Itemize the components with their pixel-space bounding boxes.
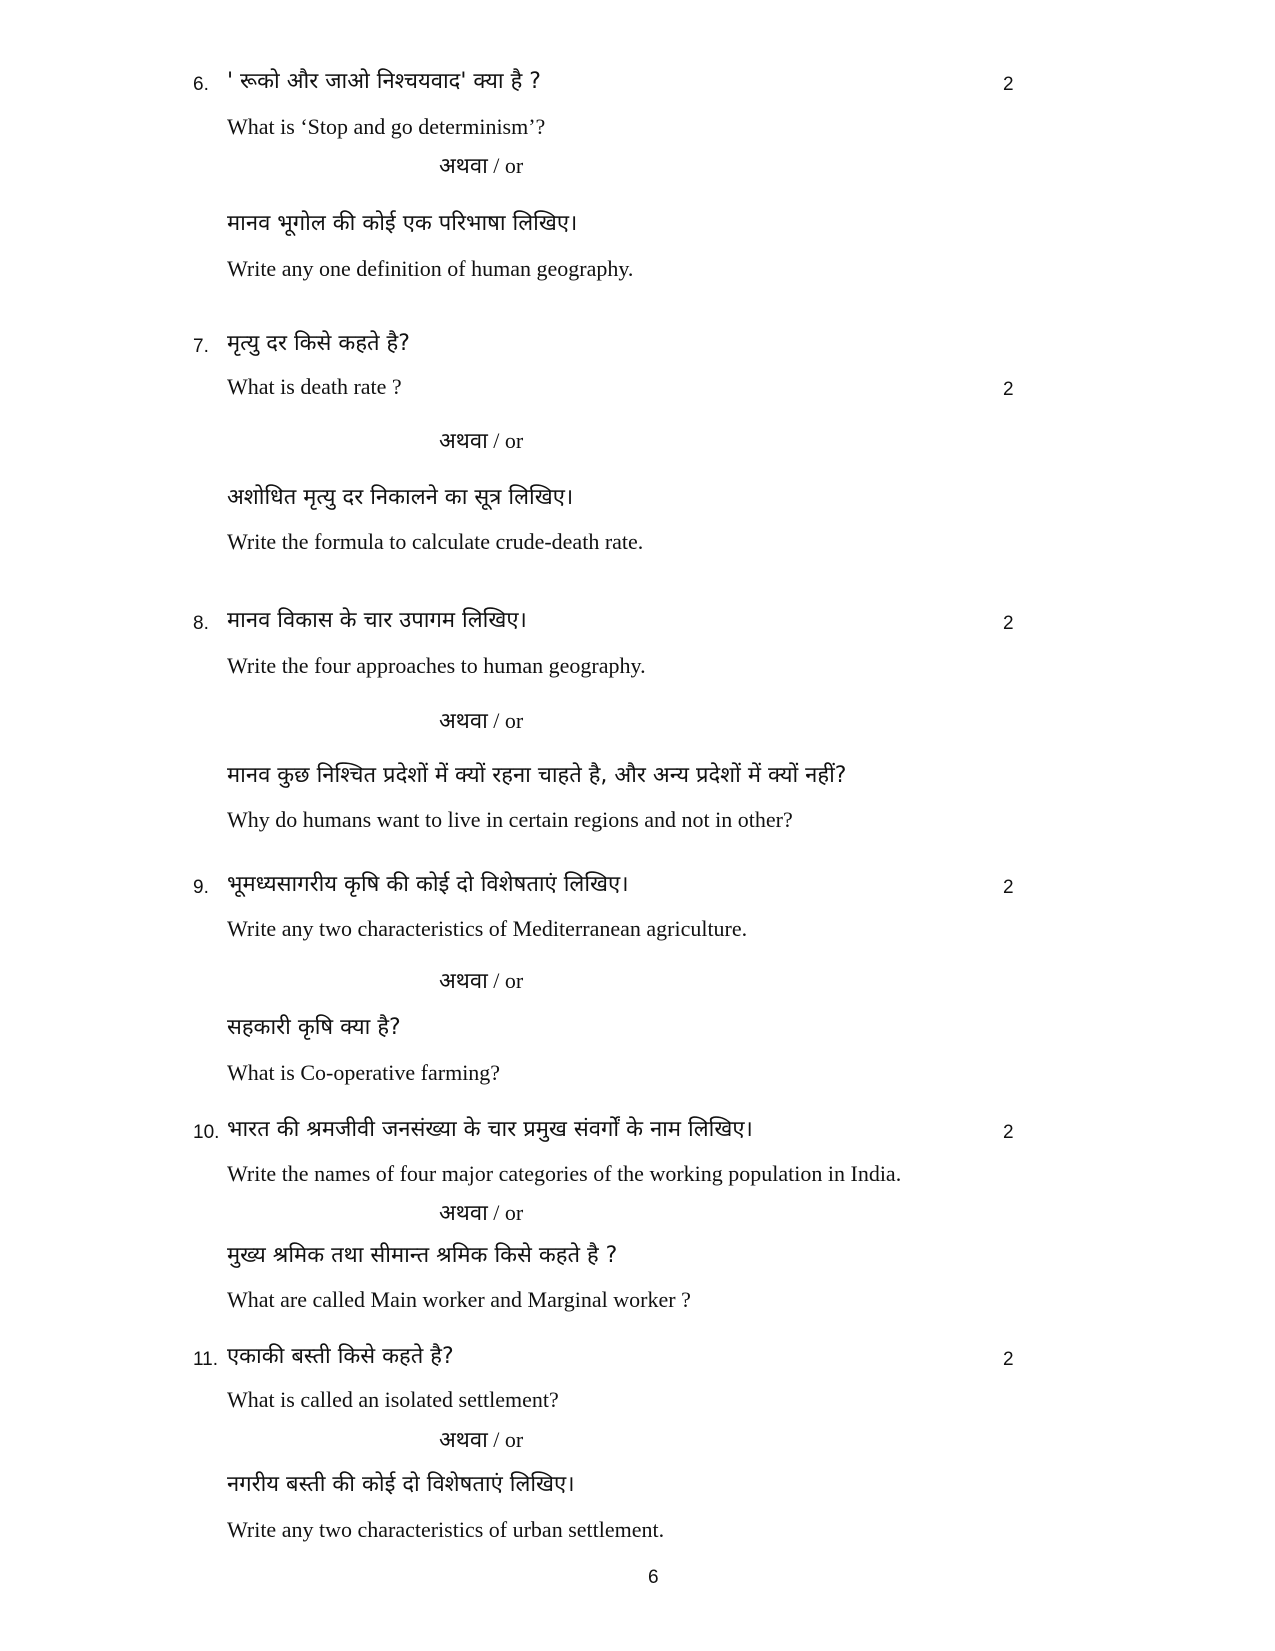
question-number: 6. [193,74,209,95]
alternative-text-english: Why do humans want to live in certain regions and not in other? [227,807,793,832]
question-marks: 2 [1003,877,1014,898]
question-text-hindi: एकाकी बस्ती किसे कहते है? [227,1344,454,1369]
alternative-text-hindi: नगरीय बस्ती की कोई दो विशेषताएं लिखिए। [227,1472,575,1497]
or-separator: अथवा / or [439,968,524,993]
alternative-text-english: What are called Main worker and Marginal worker ? [227,1287,691,1312]
alternative-text-hindi: मानव भूगोल की कोई एक परिभाषा लिखिए। [227,211,578,236]
question-text-english: What is death rate ? [227,374,402,399]
alternative-text-hindi: अशोधित मृत्यु दर निकालने का सूत्र लिखिए। [227,485,574,510]
question-text-hindi: भारत की श्रमजीवी जनसंख्या के चार प्रमुख संवर्गों के नाम लिखिए। [227,1117,753,1142]
or-separator: अथवा / or [439,1427,524,1452]
question-text-hindi: ' रूको और जाओ निश्चयवाद' क्या है ? [227,69,541,94]
question-number: 7. [193,336,209,357]
question-text-hindi: भूमध्यसागरीय कृषि की कोई दो विशेषताएं लिखिए। [227,872,629,897]
question-number: 9. [193,877,209,898]
question-marks: 2 [1003,379,1014,400]
question-number: 10. [193,1122,220,1143]
alternative-text-hindi: सहकारी कृषि क्या है? [227,1015,401,1040]
question-marks: 2 [1003,1349,1014,1370]
or-separator: अथवा / or [439,708,524,733]
question-text-english: Write the names of four major categories of the working population in India. [227,1161,902,1186]
question-number: 11. [193,1349,219,1370]
question-marks: 2 [1003,1122,1014,1143]
question-text-hindi: मृत्यु दर किसे कहते है? [227,331,410,356]
alternative-text-english: Write the formula to calculate crude-death rate. [227,529,644,554]
or-separator: अथवा / or [439,1200,524,1225]
alternative-text-english: Write any one definition of human geography. [227,256,634,281]
question-marks: 2 [1003,74,1014,95]
alternative-text-english: Write any two characteristics of urban settlement. [227,1517,665,1542]
alternative-text-english: What is Co-operative farming? [227,1060,501,1085]
question-number: 8. [193,613,209,634]
alternative-text-hindi: मानव कुछ निश्चित प्रदेशों में क्यों रहना चाहते है, और अन्य प्रदेशों में क्यों नहीं? [227,763,847,788]
alternative-text-hindi: मुख्य श्रमिक तथा सीमान्त श्रमिक किसे कहते है ? [227,1243,618,1268]
page-number: 6 [648,1567,659,1588]
question-text-hindi: मानव विकास के चार उपागम लिखिए। [227,608,527,633]
question-text-english: Write the four approaches to human geography. [227,653,646,678]
or-separator: अथवा / or [439,428,524,453]
question-text-english: What is called an isolated settlement? [227,1387,559,1412]
question-text-english: What is ‘Stop and go determinism’? [227,114,546,139]
or-separator: अथवा / or [439,153,524,178]
question-marks: 2 [1003,613,1014,634]
question-text-english: Write any two characteristics of Mediterranean agriculture. [227,916,748,941]
